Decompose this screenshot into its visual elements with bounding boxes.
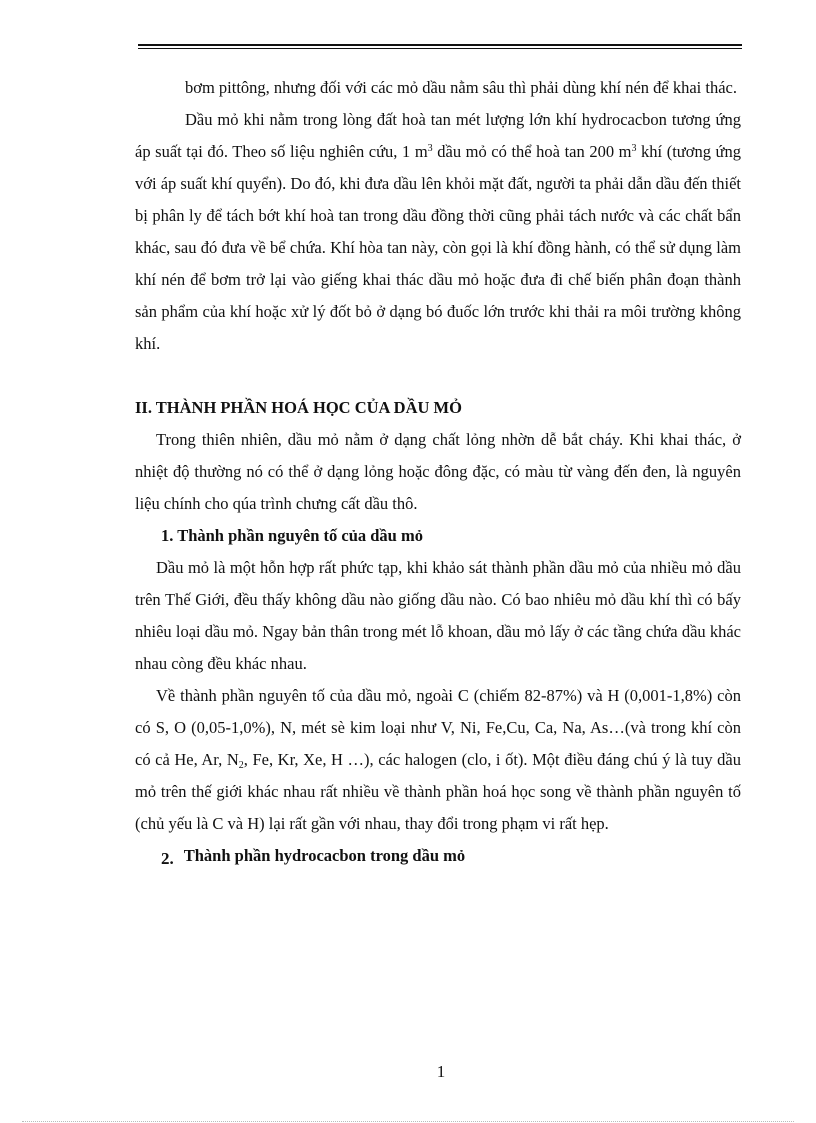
section-intro-paragraph [135, 424, 741, 520]
document-body [135, 72, 741, 872]
paragraph-text: Dầu mỏ là một hỗn hợp rất phức tạp, khi khảo sát thành phần dầu mỏ của nhiều mỏ dầu trên Thế Giới, đều thấy không dầu nào giống dầu nào. Có bao nhiêu mỏ dầu khí thì có bấy nhiêu loại dầu mỏ. Ngay bản thân trong mét lỗ khoan, dầu mỏ lấy ở các tầng chứa dầu khác nhau còng đều khác nhau. [135, 558, 741, 673]
header-rule-thin [138, 48, 742, 49]
header-rule-thick [138, 44, 742, 46]
paragraph-dissolved-gas [135, 104, 741, 360]
page-number: 1 [436, 1062, 446, 1081]
superscript: 3 [427, 143, 433, 154]
section-heading: II. THÀNH PHẦN HOÁ HỌC CỦA DẦU MỎ [135, 398, 462, 417]
paragraph-elements [135, 680, 741, 840]
paragraph-text-part1: Về thành phần nguyên tố của dầu mỏ, ngoài C (chiếm 82-87%) và H (0,001-1,8%) còn có S, O (0,05-1,0%), N, mét sè kim loại như V, Ni, Fe,Cu, Ca, Na, As…(và trong khí còn có cả He, Ar, N [135, 686, 741, 769]
paragraph-text-part2: dầu mỏ có thể hoà tan 200 m [432, 142, 632, 161]
paragraph-text: Trong thiên nhiên, dầu mỏ nằm ở dạng chất lỏng nhờn dễ bắt cháy. Khi khai thác, ở nhiệt độ thường nó có thể ở dạng lỏng hoặc đông đặc, có màu từ vàng đến đen, là nguyên liệu chính cho qúa trình chưng cất dầu thô. [135, 430, 741, 513]
list-number: 2. [161, 849, 174, 868]
paragraph-text-part2: , Fe, Kr, Xe, H …), các halogen (clo, i ốt). Một điều đáng chú ý là tuy dầu mỏ trên thế giới khác nhau rất nhiều về thành phần hoá học song về thành phần nguyên tố (chủ yếu là C và H) lại rất gần với nhau, thay đổi trong phạm vi rất hẹp. [135, 750, 741, 833]
subsection-heading-2 [135, 840, 741, 872]
superscript: 3 [631, 143, 637, 154]
paragraph-text-part3: khí (tương ứng với áp suất khí quyển). Do đó, khi đưa dầu lên khỏi mặt đất, người ta phải dẫn dầu đến thiết bị phân ly để tách bớt khí hoà tan trong dầu đồng thời cũng phải tách nước và các chất bẩn khác, sau đó đưa về bể chứa. Khí hòa tan này, còn gọi là khí đồng hành, có thể sử dụng làm khí nén để bơm trở lại vào giếng khai thác dầu mỏ hoặc đưa đi chế biến phân đoạn thành sản phẩm của khí hoặc xử lý đốt bỏ ở dạng bó đuốc lớn trước khi thải ra môi trường không khí. [135, 142, 741, 353]
header-double-rule [138, 44, 742, 51]
subsection-heading-text: Thành phần hydrocacbon trong dầu mỏ [183, 846, 466, 865]
subscript: 2 [238, 760, 244, 771]
paragraph-text: bơm pittông, nhưng đối với các mỏ dầu nằm sâu thì phải dùng khí nén để khai thác. [185, 78, 738, 97]
page-bottom-border [22, 1121, 794, 1122]
subsection-heading-1: 1. Thành phần nguyên tố của dầu mỏ [161, 526, 423, 545]
paragraph-composition [135, 552, 741, 680]
paragraph-text-part1: Dầu mỏ khi nằm trong lòng đất hoà tan mét lượng lớn khí hydrocacbon tương ứng áp suất tại đó. Theo số liệu nghiên cứu, 1 m [135, 110, 741, 161]
paragraph-continuation [135, 72, 741, 104]
